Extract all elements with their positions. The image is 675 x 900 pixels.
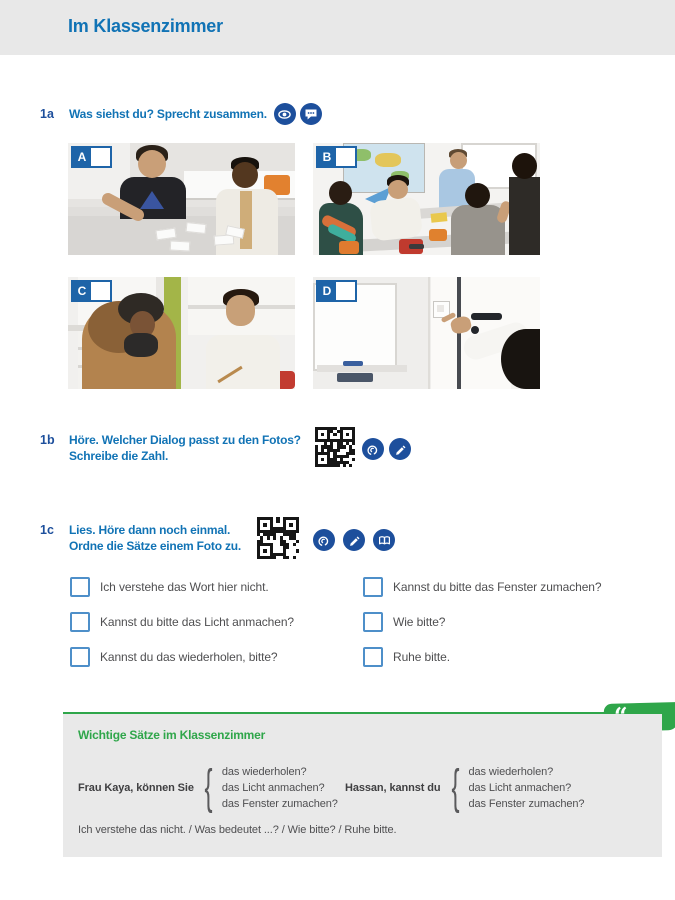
exercise-number: 1a bbox=[40, 107, 54, 121]
sentence-checkbox[interactable] bbox=[363, 647, 383, 667]
phrase-lead: Hassan, kannst du bbox=[345, 782, 441, 794]
qr-code bbox=[315, 427, 355, 467]
sentence-text: Ich verstehe das Wort hier nicht. bbox=[100, 580, 269, 594]
exercise-instruction: Höre. Welcher Dialog passt zu den Fotos? bbox=[69, 433, 301, 447]
photo-answer-box[interactable] bbox=[91, 282, 110, 300]
word-card bbox=[186, 222, 207, 234]
page-title: Im Klassenzimmer bbox=[68, 16, 223, 36]
exercise-1c-icons bbox=[313, 529, 395, 551]
speech-bubble-icon bbox=[300, 103, 322, 125]
photo-grid bbox=[68, 143, 540, 389]
exercise-1c-header bbox=[40, 522, 241, 554]
exercise-instruction: Was siehst du? Sprecht zusammen. bbox=[69, 107, 267, 121]
phrase-option: das Fenster zumachen? bbox=[221, 798, 338, 810]
summary-title: Wichtige Sätze im Klassenzimmer bbox=[78, 728, 266, 742]
sentence-item bbox=[363, 613, 601, 631]
photo-label bbox=[71, 280, 112, 302]
sentence-checkbox[interactable] bbox=[70, 647, 90, 667]
brace-glyph: { bbox=[451, 761, 460, 814]
sentence-checkbox[interactable] bbox=[70, 612, 90, 632]
sentence-text: Ruhe bitte. bbox=[393, 650, 450, 664]
photo-d bbox=[313, 277, 540, 389]
photo-b bbox=[313, 143, 540, 255]
pencil-icon bbox=[343, 529, 365, 551]
photo-letter: C bbox=[73, 282, 91, 300]
phrase-option: das wiederholen? bbox=[221, 766, 307, 778]
ear-icon bbox=[313, 529, 335, 551]
photo-label bbox=[316, 280, 357, 302]
exercise-instruction: Ordne die Sätze einem Foto zu. bbox=[69, 539, 242, 553]
photo-letter: B bbox=[318, 148, 336, 166]
dark-scarf bbox=[124, 333, 158, 357]
sentence-text: Kannst du bitte das Licht anmachen? bbox=[100, 615, 294, 629]
photo-label bbox=[316, 146, 357, 168]
photo-letter: A bbox=[73, 148, 91, 166]
phrase-option: das Fenster zumachen? bbox=[468, 798, 585, 810]
door-handle bbox=[471, 313, 502, 320]
photo-c bbox=[68, 277, 295, 389]
sentence-item bbox=[363, 648, 601, 666]
ear-icon bbox=[362, 438, 384, 460]
sentence-checkbox[interactable] bbox=[363, 577, 383, 597]
sentence-item bbox=[70, 613, 294, 631]
sentence-text: Wie bitte? bbox=[393, 615, 446, 629]
qr-code bbox=[257, 517, 299, 559]
sentence-text: Kannst du bitte das Fenster zumachen? bbox=[393, 580, 602, 594]
pencil-icon bbox=[389, 438, 411, 460]
student-far-right bbox=[509, 177, 540, 255]
sentence-list-left bbox=[70, 578, 294, 666]
phrase-group-informal bbox=[345, 762, 584, 814]
sentence-item bbox=[363, 578, 601, 596]
orange-chair bbox=[429, 229, 447, 241]
sentence-text: Kannst du das wiederholen, bitte? bbox=[100, 650, 278, 664]
phrase-option: das Licht anmachen? bbox=[221, 782, 325, 794]
exercise-number: 1c bbox=[40, 523, 54, 537]
phrase-option: das Licht anmachen? bbox=[468, 782, 572, 794]
orange-chair bbox=[339, 241, 359, 254]
word-card bbox=[170, 240, 190, 251]
summary-footer: Ich verstehe das nicht. / Was bedeutet ...? / Wie bitte? / Ruhe bitte. bbox=[78, 824, 397, 836]
book-icon bbox=[373, 529, 395, 551]
photo-answer-box[interactable] bbox=[336, 148, 355, 166]
photo-answer-box[interactable] bbox=[91, 148, 110, 166]
exercise-number: 1b bbox=[40, 433, 55, 447]
phrase-option: das wiederholen? bbox=[468, 766, 554, 778]
sentence-checkbox[interactable] bbox=[363, 612, 383, 632]
sentence-list-right bbox=[363, 578, 601, 666]
exercise-instruction: Schreibe die Zahl. bbox=[69, 449, 169, 463]
photo-label bbox=[71, 146, 112, 168]
exercise-1b-header bbox=[40, 432, 301, 464]
sentence-item bbox=[70, 578, 294, 596]
phrase-group-formal bbox=[78, 762, 338, 814]
exercise-1a-header bbox=[40, 103, 322, 125]
page-header bbox=[0, 0, 675, 55]
photo-a bbox=[68, 143, 295, 255]
phrase-lead: Frau Kaya, können Sie bbox=[78, 782, 194, 794]
summary-box bbox=[63, 714, 662, 857]
photo-answer-box[interactable] bbox=[336, 282, 355, 300]
sentence-checkbox[interactable] bbox=[70, 577, 90, 597]
exercise-1b-icons bbox=[362, 438, 411, 460]
brace-glyph: { bbox=[204, 761, 213, 814]
sentence-item bbox=[70, 648, 294, 666]
eye-icon bbox=[274, 103, 296, 125]
student-gray-shirt bbox=[451, 205, 505, 255]
student-white-shirt bbox=[369, 196, 423, 241]
photo-letter: D bbox=[318, 282, 336, 300]
exercise-instruction: Lies. Höre dann noch einmal. bbox=[69, 523, 231, 537]
